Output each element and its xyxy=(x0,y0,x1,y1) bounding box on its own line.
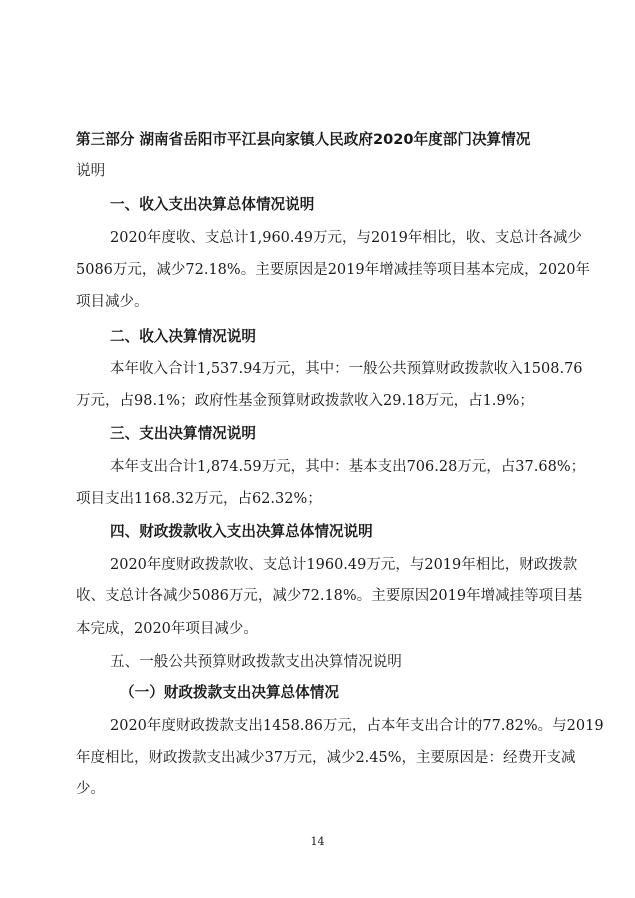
document-title: 第三部分 湖南省岳阳市平江县向家镇人民政府2020年度部门决算情况 xyxy=(76,131,531,148)
paragraph-line: 本年收入合计1,537.94万元，其中：一般公共预算财政拨款收入1508.76 xyxy=(110,361,583,377)
paragraph-line: 2020年度收、支总计1,960.49万元，与2019年相比，收、支总计各减少 xyxy=(110,230,582,246)
paragraph-line: 2020年度财政拨款支出1458.86万元，占本年支出合计的77.82%。与2019 xyxy=(110,718,604,734)
paragraph-line: 年度相比，财政拨款支出减少37万元，减少2.45%，主要原因是：经费开支减 xyxy=(76,750,576,766)
paragraph-line: 万元，占98.1%；政府性基金预算财政拨款收入29.18万元，占1.9%； xyxy=(76,393,534,409)
section-heading-5: 五、一般公共预算财政拨款支出决算情况说明 xyxy=(110,653,402,670)
paragraph-line: 少。 xyxy=(76,781,105,797)
section-heading-1: 一、收入支出决算总体情况说明 xyxy=(110,196,315,213)
section-heading-3: 三、支出决算情况说明 xyxy=(110,425,256,442)
document-title-continuation: 说明 xyxy=(76,162,106,179)
section-heading-4: 四、财政拨款收入支出决算总体情况说明 xyxy=(110,523,373,540)
subsection-heading: （一）财政拨款支出决算总体情况 xyxy=(120,684,339,701)
paragraph-line: 项目支出1168.32万元，占62.32%； xyxy=(76,491,322,507)
section-heading-2: 二、收入决算情况说明 xyxy=(110,328,256,345)
paragraph-line: 本年支出合计1,874.59万元，其中：基本支出706.28万元，占37.68%； xyxy=(110,459,586,475)
paragraph-line: 2020年度财政拨款收、支总计1960.49万元，与2019年相比，财政拨款 xyxy=(110,557,578,573)
paragraph-line: 5086万元，减少72.18%。主要原因是2019年增减挂等项目基本完成，2020年 xyxy=(76,262,590,278)
page-number: 14 xyxy=(310,835,325,848)
paragraph-line: 本完成，2020年项目减少。 xyxy=(76,621,258,637)
paragraph-line: 收、支总计各减少5086万元，减少72.18%。主要原因2019年增减挂等项目基 xyxy=(76,588,583,604)
paragraph-line: 项目减少。 xyxy=(76,294,149,310)
